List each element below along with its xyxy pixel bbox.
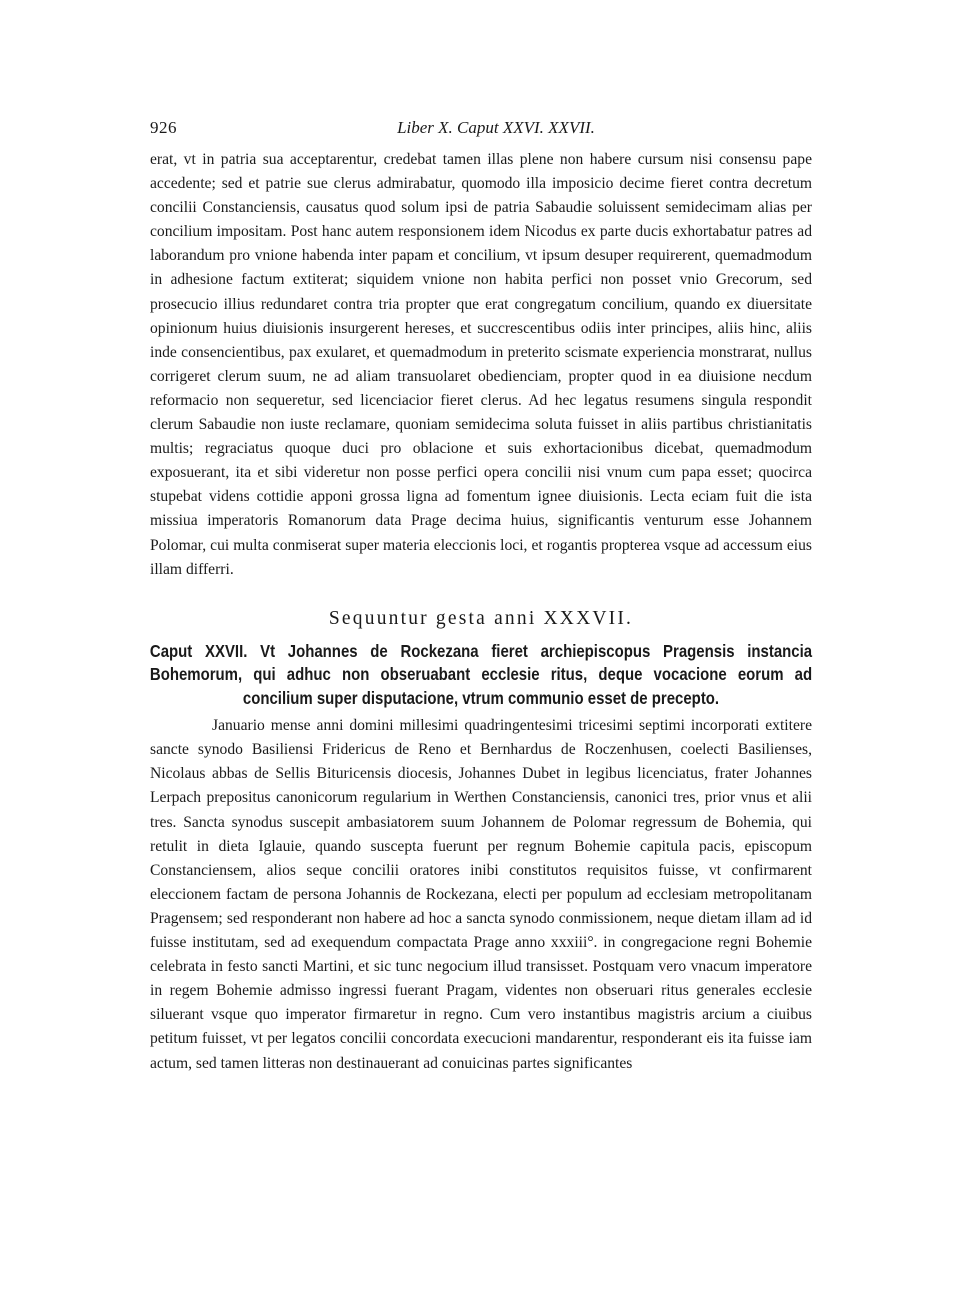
year-heading: Sequuntur gesta anni XXXVII.	[328, 607, 634, 629]
paragraph-2: Januario mense anni domini millesimi quadringentesimi tricesimi septimi incorporati extitere sancte synodo Basiliensi Fridericus de Reno et Bernhardus de Roczenhusen, coelecti Basilienses, Nicolaus abbas de Sellis Bituricensis diocesis, Johannes Dubet in legibus licenciatus, frater Johannes Lerpach prepositus canonicorum regularium in Werthen Constanciensis, canonici tres, prior vnus et alii tres. Sancta synodus suscepit ambasiatorem suum Johannem de Polomar regressum de Bohemia, qui retulit in dieta Iglauie, quando suscepta fuerunt per regnum Bohemie capitula pacis, episcopum Constanciensem, alios seque concilii oratores inibi constitutos requisitos fuisse, vt confirmarent eleccionem factam de persona Johannis de Rockezana, electi per populum ad ecclesiam metropolitanam Pragensem; sed responderant non habere ad hoc a sancta synodo conmissionem, neque dietam illam ad id fuisse institutam, sed ad exequendum compactata Prage anno xxxiii°. in congregacione regni Bohemie celebrata in festo sancti Martini, et sic tunc negocium illud transisset. Postquam vero vnacum imperatore in regem Bohemie admisso ingressi fuerant Pragam, videntes non obseruari ritus generales ecclesie siluerant vsque quo imperator firmaretur in regno. Cum vero instantibus magistris arcium a ciuibus petitum fuisset, vt per legatos concilii concordata execucioni mandarentur, responderant eis ita fuisse iam actum, sed tamen litteras non destinauerant ad conuicinas partes significantes	[150, 717, 812, 1072]
page-number: 926	[150, 118, 177, 137]
running-title: Liber X. Caput XXVI. XXVII.	[397, 118, 595, 137]
book-page	[150, 118, 812, 1076]
chapter-heading: Caput XXVII. Vt Johannes de Rockezana fieret archiepiscopus Pragensis instancia Bohemorum, qui adhuc non obseruabant ecclesie ritus, deque vocacione eorum ad concilium super disputacione, vtrum communio esset de precepto.	[149, 640, 813, 708]
running-head	[150, 118, 812, 148]
body-text	[150, 148, 812, 1076]
paragraph-1: erat, vt in patria sua acceptarentur, credebat tamen illas plene non habere cursum nisi consensu pape accedente; sed et patrie sue clerus admirabatur, quomodo illa imposicio decime fieret contra decretum concilii Constanciensis, causatus quod solum ipsi de patria Sabaudie soluissent semidecimam alias per concilium impositam. Post hanc autem responsionem idem Nicodus ex parte ducis exhortabatur patres ad laborandum pro vnione habenda inter papam et concilium, vt ipsum desuper requirerent, quemadmodum in adhesione factum extiterat; siquidem vnione non habita perfici non posset vnio Grecorum, sed prosecucio illius redundaret contra tria propter que erat congregatum concilium, quando ex diuersitate opinionum huius diuisionis insurgerent hereses, et succrescentibus odiis inter principes, aliis hinc, aliis inde consencientibus, pax exularet, et quemadmodum in preterito scismate experiencia monstrarat, nullus corrigeret clerum suum, ne ad aliam transuolaret obedienciam, propter quod in ea diuisione necdum reformacio non sequeretur, sed licenciacior fieret clerus. Ad hec legatus resumens singula respondit clerum Sabaudie non iuste reclamare, quoniam semidecima soluta fuisset in aliis partibus christianitatis multis; regraciatus quoque duci pro oblacione et suis exhortacionibus dicebat, quemadmodum exposuerant, ita et sibi videretur non posse perfici opera concilii nisi vnum cum papa esset; quocirca stupebat videns cottidie apponi grossa ligna ad fomentum ignee diuisionis. Lecta eciam fuit die ista missiua imperatoris Romanorum data Prage decima huius, significantis venturum esse Johannem Polomar, cui multa conmiserat super materia eleccionis loci, et rogantis propterea vsque ad accessum eius illam differri.	[150, 151, 812, 578]
